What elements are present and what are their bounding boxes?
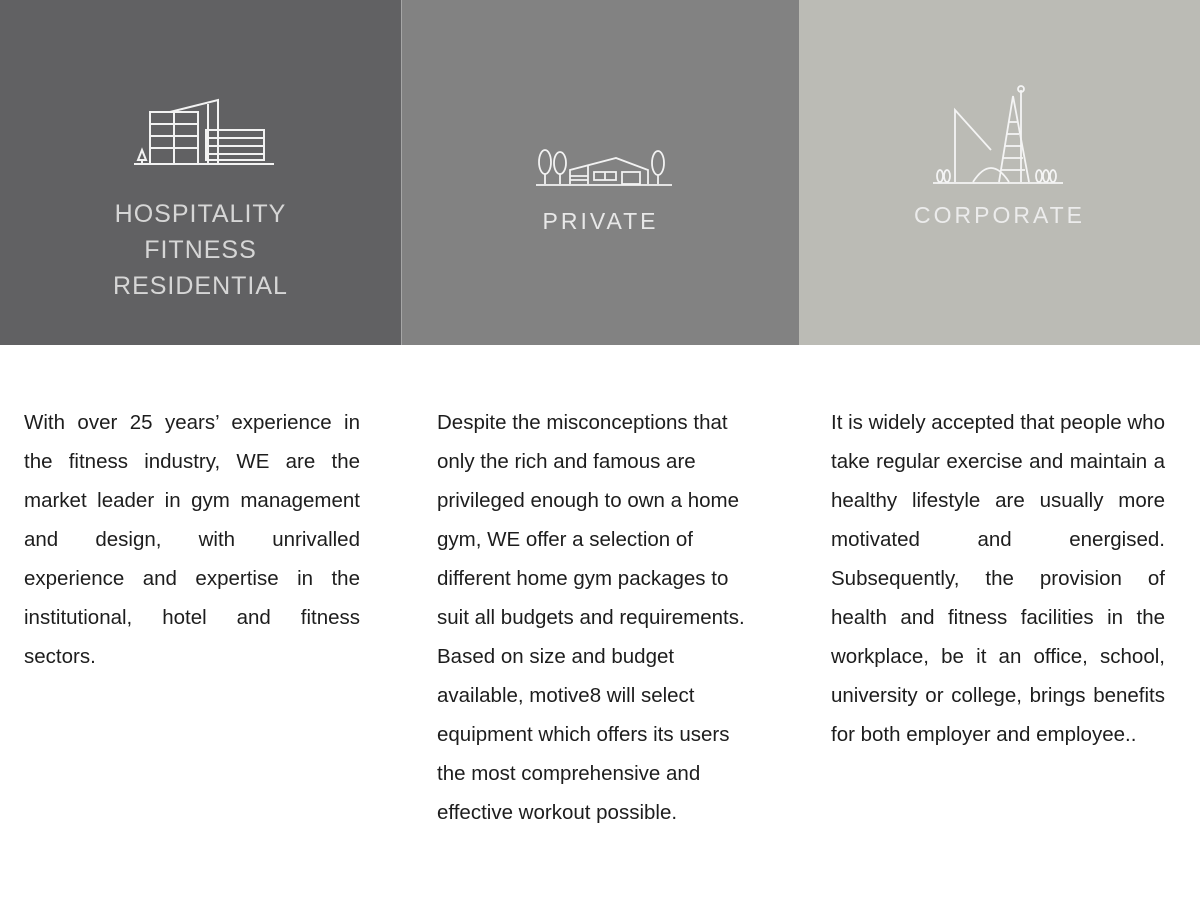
tile-label-line: HOSPITALITY	[114, 200, 287, 228]
description-line: privileged enough to own a home	[437, 489, 740, 512]
tile-label-hospitality	[0, 196, 401, 304]
description-line: suit all budgets and requirements.	[437, 606, 745, 629]
description-line: equipment which offers its users	[437, 723, 730, 746]
private-description	[437, 403, 777, 832]
description-line: gym, WE offer a selection of	[437, 528, 693, 551]
description-line: available, motive8 will select	[437, 684, 695, 707]
description-line: effective workout possible.	[437, 801, 678, 824]
tile-corporate[interactable]	[799, 0, 1200, 345]
tile-label-corporate: CORPORATE	[914, 202, 1085, 228]
description-line: different home gym packages to	[437, 567, 729, 590]
hospitality-description: With over 25 years’ experience in the fitness industry, WE are the market leader in gym management and design, with unrivalled experience and expertise in the institutional, hotel and fitness sectors.	[24, 411, 360, 668]
corporate-description: It is widely accepted that people who take regular exercise and maintain a healthy lifestyle are usually more motivated and energised. Subsequently, the provision of health and fitness facilities in the workplace, be it an office, school, university or college, brings benefits for both employer and employee..	[831, 411, 1165, 746]
description-line: only the rich and famous are	[437, 450, 696, 473]
house-trees-icon	[536, 148, 672, 188]
tile-hospitality[interactable]	[0, 0, 401, 345]
tile-label-line: FITNESS	[144, 236, 257, 264]
tile-label-private: PRIVATE	[542, 208, 659, 234]
description-line: Despite the misconceptions that	[437, 411, 728, 434]
tile-label-line: RESIDENTIAL	[113, 272, 288, 300]
description-line: Based on size and budget	[437, 645, 675, 668]
corporate-buildings-icon	[933, 84, 1063, 188]
tile-private[interactable]	[401, 0, 799, 345]
category-tiles	[0, 0, 1200, 345]
hotel-building-icon	[134, 98, 274, 170]
description-line: the most comprehensive and	[437, 762, 701, 785]
